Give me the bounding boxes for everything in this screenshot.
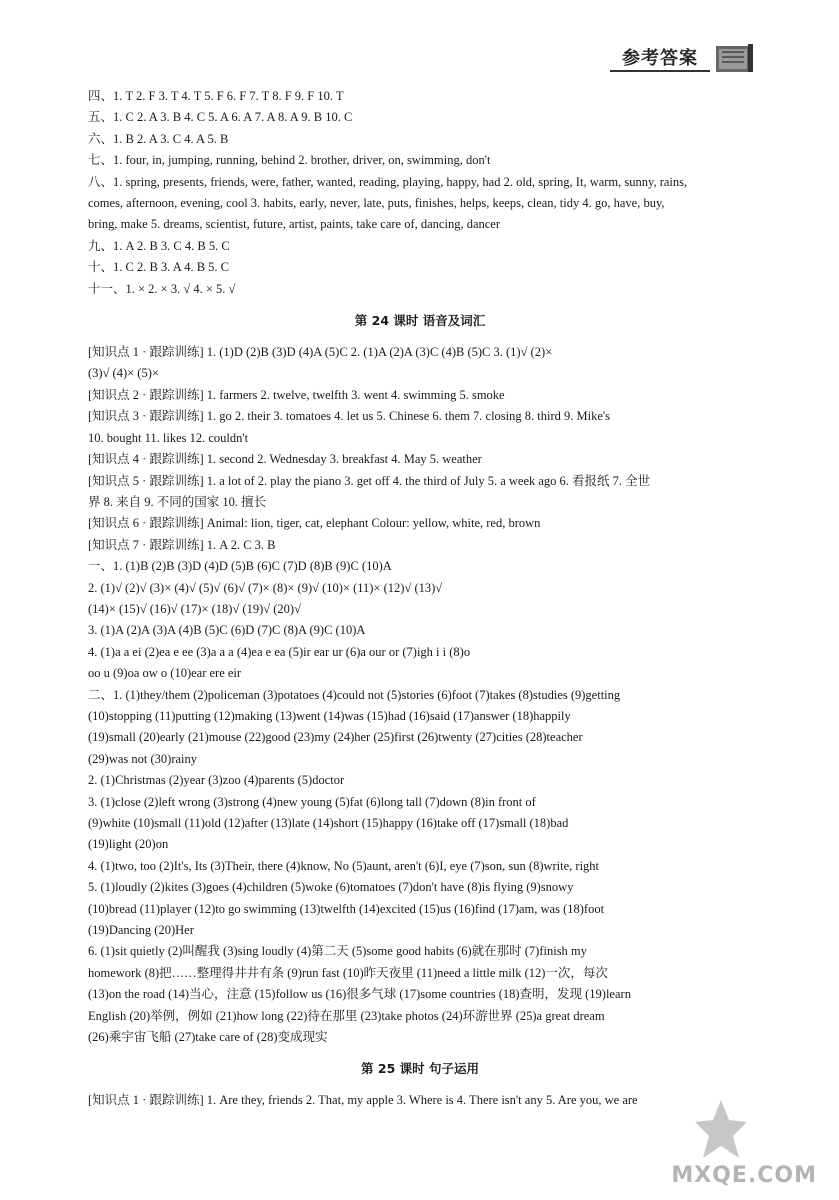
answer-line: (13)on the road (14)当心，注意 (15)follow us (16)很多气球 (17)some countries (18)查明，发现 (19)learn: [88, 987, 631, 1002]
answer-line: oo u (9)oa ow o (10)ear ere eir: [88, 666, 242, 681]
answer-line: 一、1. (1)B (2)B (3)D (4)D (5)B (6)C (7)D (8)B (9)C (10)A: [88, 559, 392, 574]
header-rule: [610, 70, 710, 72]
answer-line: 十、1. C 2. B 3. A 4. B 5. C: [88, 260, 229, 275]
answer-line: 4. (1)two, too (2)It's, Its (3)Their, there (4)know, No (5)aunt, aren't (6)I, eye (7)son, sun (8)write, right: [88, 858, 600, 873]
answer-line: 八、1. spring, presents, friends, were, father, wanted, reading, playing, happy, had 2. old, spring, It, warm, sunny, rains,: [88, 174, 688, 189]
answer-line: 界 8. 来自 9. 不同的国家 10. 擅长: [88, 494, 267, 509]
answer-line: 五、1. C 2. A 3. B 4. C 5. A 6. A 7. A 8. A 9. B 10. C: [88, 110, 353, 125]
book-stack-icon: [714, 42, 754, 74]
answer-line: bring, make 5. dreams, scientist, future, artist, paints, take care of, dancing, dancer: [88, 217, 501, 232]
answer-line: (26)乘宇宙飞船 (27)take care of (28)变成现实: [88, 1030, 328, 1045]
answer-line: (10)stopping (11)putting (12)making (13)went (14)was (15)had (16)said (17)answer (18)happily: [88, 708, 571, 723]
answer-line: 3. (1)A (2)A (3)A (4)B (5)C (6)D (7)C (8)A (9)C (10)A: [88, 623, 366, 638]
watermark-text: MXQE.COM: [671, 1163, 817, 1188]
answer-line: (29)was not (30)rainy: [88, 751, 197, 766]
answer-line: [知识点 1 · 跟踪训练] 1. (1)D (2)B (3)D (4)A (5)C 2. (1)A (2)A (3)C (4)B (5)C 3. (1)√ (2)×: [88, 345, 553, 360]
answer-line: [知识点 4 · 跟踪训练] 1. second 2. Wednesday 3. breakfast 4. May 5. weather: [88, 452, 482, 467]
answer-line: 二、1. (1)they/them (2)policeman (3)potatoes (4)could not (5)stories (6)foot (7)takes (8)studies (9)getting: [88, 687, 621, 702]
answer-line: [知识点 1 · 跟踪训练] 1. Are they, friends 2. That, my apple 3. Where is 4. There isn't any 5. Are you, we are: [88, 1093, 638, 1108]
lesson-25-title: 第 25 课时 句子运用: [361, 1061, 479, 1077]
answer-line: [知识点 6 · 跟踪训练] Animal: lion, tiger, cat, elephant Colour: yellow, white, red, brown: [88, 516, 541, 531]
answer-line: 6. (1)sit quietly (2)叫醒我 (3)sing loudly (4)第二天 (5)some good habits (6)就在那时 (7)finish my: [88, 944, 587, 959]
answer-line: (3)√ (4)× (5)×: [88, 366, 159, 381]
answer-line: 六、1. B 2. A 3. C 4. A 5. B: [88, 131, 229, 146]
answer-line: 九、1. A 2. B 3. C 4. B 5. C: [88, 238, 230, 253]
leaf-logo-icon: [691, 1098, 751, 1168]
answer-line: (9)white (10)small (11)old (12)after (13)late (14)short (15)happy (16)take off (17)small (18)bad: [88, 816, 569, 830]
answer-line: 5. (1)loudly (2)kites (3)goes (4)children (5)woke (6)tomatoes (7)don't have (8)is flying (9)snowy: [88, 880, 574, 895]
answer-line: [知识点 2 · 跟踪训练] 1. farmers 2. twelve, twelfth 3. went 4. swimming 5. smoke: [88, 387, 505, 402]
answer-line: (14)× (15)√ (16)√ (17)× (18)√ (19)√ (20)√: [88, 601, 301, 616]
section-lesson-25-answers: [88, 1090, 752, 1111]
answer-line: (19)Dancing (20)Her: [88, 923, 194, 938]
answer-line: [知识点 5 · 跟踪训练] 1. a lot of 2. play the piano 3. get off 4. the third of July 5. a week ago 6. 看报纸 7. 全世: [88, 473, 651, 488]
answer-line: (19)small (20)early (21)mouse (22)good (23)my (24)her (25)first (26)twenty (27)cities (28)teacher: [88, 730, 583, 745]
answer-line: (19)light (20)on: [88, 837, 169, 852]
header-title: 参考答案: [622, 48, 698, 69]
answer-line: 七、1. four, in, jumping, running, behind 2. brother, driver, on, swimming, don't: [88, 153, 491, 168]
section-answers-part1: [88, 86, 752, 300]
answer-line: 四、1. T 2. F 3. T 4. T 5. F 6. F 7. T 8. F 9. F 10. T: [88, 89, 344, 103]
answer-line: 十一、1. × 2. × 3. √ 4. × 5. √: [88, 281, 236, 296]
answer-line: [知识点 3 · 跟踪训练] 1. go 2. their 3. tomatoes 4. let us 5. Chinese 6. them 7. closing 8. third 9. Mike's: [88, 409, 610, 424]
answer-line: [知识点 7 · 跟踪训练] 1. A 2. C 3. B: [88, 537, 276, 552]
answer-content: [88, 86, 752, 1112]
answer-line: (10)bread (11)player (12)to go swimming (13)twelfth (14)excited (15)us (16)find (17)am, was (18)foot: [88, 901, 605, 916]
section-lesson-24-answers: [88, 342, 752, 1048]
lesson-24-title: 第 24 课时 语音及词汇: [354, 313, 486, 329]
answer-line: English (20)举例，例如 (21)how long (22)待在那里 (23)take photos (24)环游世界 (25)a great dream: [88, 1008, 605, 1023]
answer-line: comes, afternoon, evening, cool 3. habits, early, never, late, puts, finishes, helps, keeps, clean, tidy 4. go, have, buy,: [88, 196, 665, 211]
answer-line: 4. (1)a a ei (2)ea e ee (3)a a a (4)ea e ea (5)ir ear ur (6)a our or (7)igh i i (8)o: [88, 644, 471, 659]
answer-line: 3. (1)close (2)left wrong (3)strong (4)new young (5)fat (6)long tall (7)down (8)in front of: [88, 794, 536, 809]
answer-line: 2. (1)Christmas (2)year (3)zoo (4)parents (5)doctor: [88, 773, 345, 788]
answer-line: 10. bought 11. likes 12. couldn't: [88, 430, 249, 445]
answer-line: homework (8)把……整理得井井有条 (9)run fast (10)昨天夜里 (11)need a little milk (12)一次，每次: [88, 965, 608, 980]
answer-line: 2. (1)√ (2)√ (3)× (4)√ (5)√ (6)√ (7)× (8)× (9)√ (10)× (11)× (12)√ (13)√: [88, 580, 443, 595]
watermark: [671, 1098, 831, 1198]
page-header: [610, 38, 760, 78]
